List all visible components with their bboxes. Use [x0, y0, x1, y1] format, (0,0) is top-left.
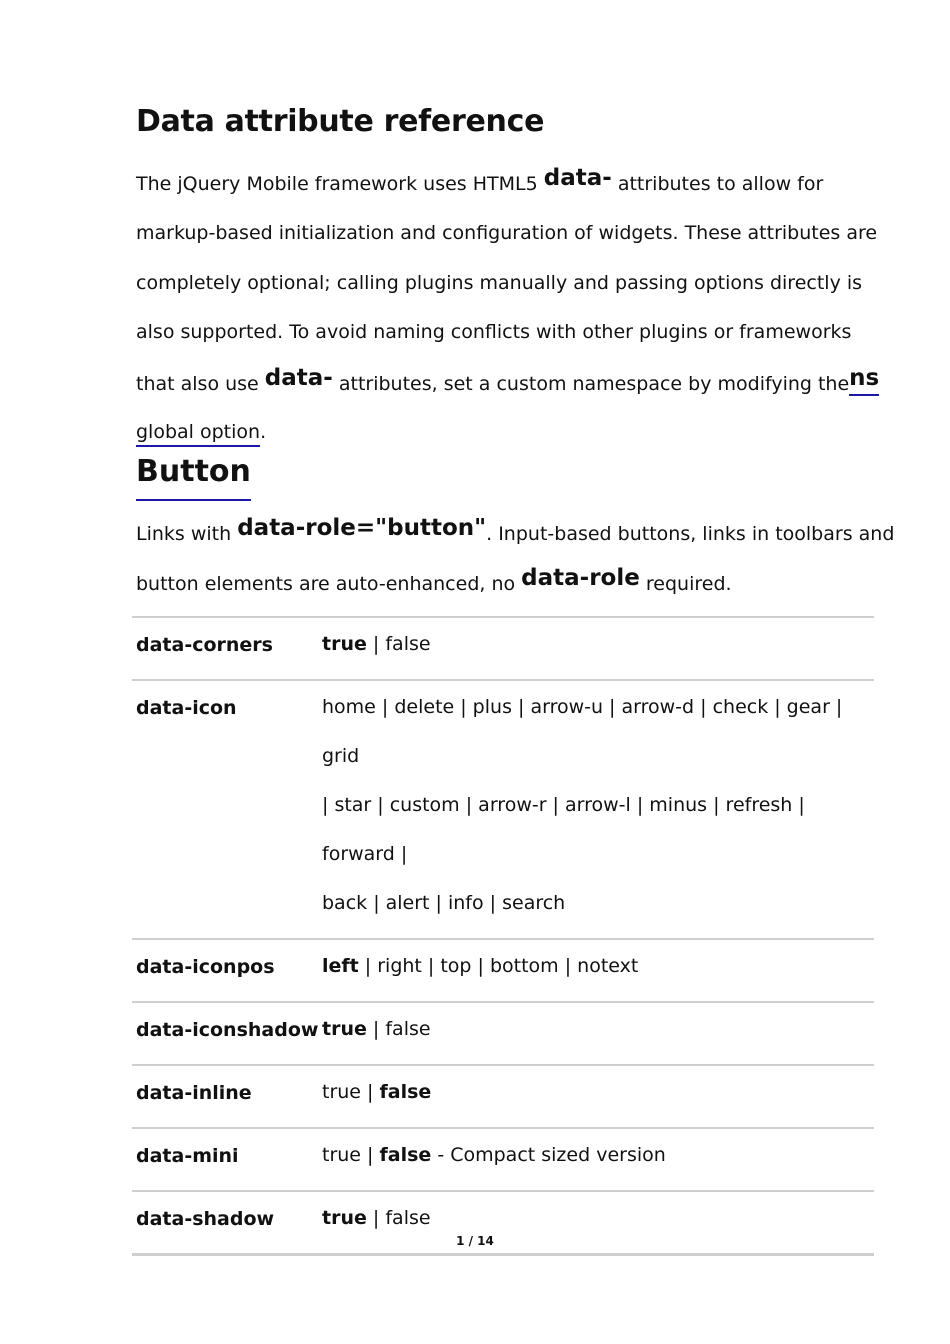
other-values: | false: [366, 633, 431, 655]
intro-line-4: also supported. To avoid naming conflicts with other plugins or frameworks: [136, 321, 852, 343]
button-desc-line-1: [136, 515, 895, 546]
code-data-prefix: data-: [543, 165, 612, 191]
table-row: [132, 1128, 874, 1191]
attr-values: [322, 1065, 874, 1128]
attr-values: [322, 617, 874, 680]
attr-values: [322, 939, 874, 1002]
global-option-link[interactable]: global option: [136, 421, 260, 447]
intro-text: that also use: [136, 373, 265, 395]
intro-text: .: [260, 421, 267, 443]
code-data-role-button: data-role="button": [237, 515, 487, 541]
table-row: [132, 617, 874, 680]
values-line: back | alert | info | search: [322, 892, 566, 914]
default-value: left: [322, 955, 359, 977]
button-attributes-table: [132, 616, 874, 1256]
attr-values: [322, 1002, 874, 1065]
intro-text: The jQuery Mobile framework uses HTML5: [136, 173, 544, 195]
ns-option-link[interactable]: ns: [849, 365, 879, 396]
table-row: [132, 939, 874, 1002]
table-row: [132, 1065, 874, 1128]
attr-values: [322, 1128, 874, 1191]
intro-line-1: [136, 165, 824, 196]
intro-line-2: markup-based initialization and configuration of widgets. These attributes are: [136, 222, 878, 244]
value-note: - Compact sized version: [431, 1144, 666, 1166]
desc-text: Links with: [136, 523, 238, 545]
attr-name: data-mini: [136, 1145, 239, 1167]
attr-name: data-iconshadow: [136, 1019, 319, 1041]
default-value: true: [322, 633, 367, 655]
page-title: Data attribute reference: [136, 104, 545, 139]
other-values: | right | top | bottom | notext: [358, 955, 639, 977]
values-line: | star | custom | arrow-r | arrow-l | minus | refresh | forward |: [322, 794, 805, 865]
page-number: 1 / 14: [456, 1234, 494, 1248]
attr-name: data-corners: [136, 634, 273, 656]
other-values: true |: [322, 1144, 380, 1166]
code-data-prefix: data-: [264, 365, 333, 391]
code-data-role: data-role: [521, 565, 640, 591]
table-row: [132, 680, 874, 939]
default-value: false: [379, 1081, 432, 1103]
attr-name: data-shadow: [136, 1208, 275, 1230]
intro-text: attributes to allow for: [611, 173, 824, 195]
table-row: [132, 1002, 874, 1065]
attr-name: data-icon: [136, 697, 237, 719]
other-values: | false: [366, 1207, 431, 1229]
desc-text: required.: [639, 573, 732, 595]
intro-line-6: [136, 421, 266, 443]
default-value: true: [322, 1207, 367, 1229]
desc-text: button elements are auto-enhanced, no: [136, 573, 522, 595]
attr-values: [322, 680, 874, 939]
default-value: true: [322, 1018, 367, 1040]
intro-line-5: [136, 365, 880, 401]
default-value: false: [379, 1144, 432, 1166]
button-desc-line-2: [136, 565, 732, 596]
intro-line-3: completely optional; calling plugins manually and passing options directly is: [136, 272, 863, 294]
attr-name: data-inline: [136, 1082, 252, 1104]
section-heading-button[interactable]: Button: [136, 454, 251, 501]
attr-name: data-iconpos: [136, 956, 275, 978]
desc-text: . Input-based buttons, links in toolbars and: [486, 523, 895, 545]
other-values: true |: [322, 1081, 380, 1103]
intro-text: attributes, set a custom namespace by modifying the: [332, 373, 850, 395]
values-line: home | delete | plus | arrow-u | arrow-d | check | gear | grid: [322, 696, 843, 767]
other-values: | false: [366, 1018, 431, 1040]
